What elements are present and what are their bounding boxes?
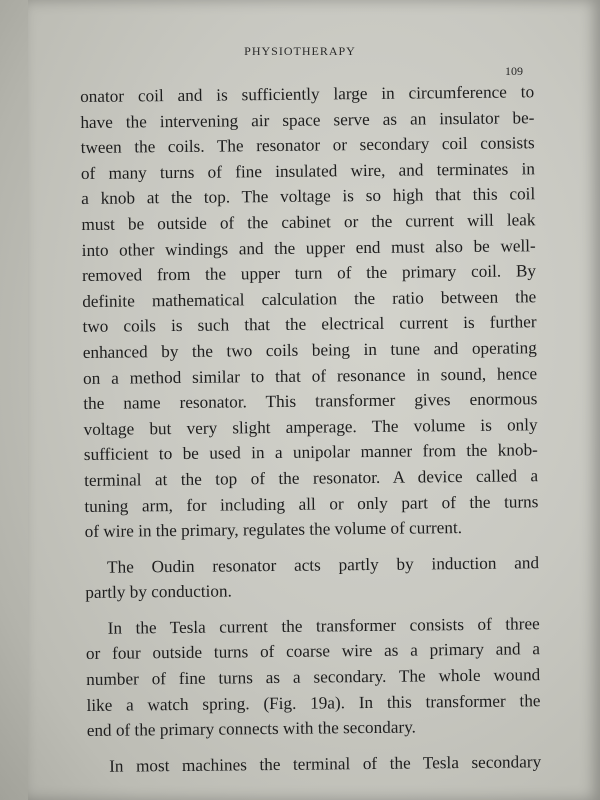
- page-number: 109: [505, 64, 523, 78]
- text-line: tween the coils. The resonator or secondary coil consists: [80, 133, 535, 158]
- body-text: [80, 79, 541, 779]
- text-line: terminal at the top of the resonator. A device called a: [84, 466, 539, 490]
- text-line: The Oudin resonator acts partly by induction and: [106, 552, 540, 577]
- text-line: onator coil and is sufficiently large in circumference to: [80, 82, 535, 106]
- text-line: into other windings and the upper end must also be well-: [81, 235, 536, 260]
- text-line: partly by conduction.: [85, 581, 232, 603]
- paragraph-4: [87, 749, 541, 779]
- paragraph-2: [85, 550, 540, 606]
- text-line: have the intervening air space serve as an insulator be-: [80, 107, 535, 132]
- text-line: like a watch spring. (Fig. 19a). In this transformer the: [86, 690, 541, 715]
- text-line: definite mathematical calculation the ratio between the: [82, 286, 537, 311]
- text-line: the name resonator. This transformer gives enormous: [83, 389, 538, 414]
- text-line: voltage but very slight amperage. The volume is only: [83, 414, 538, 439]
- text-line: In most machines the terminal of the Tesla secondary: [109, 752, 542, 776]
- text-line: must be outside of the cabinet or the current will leak: [81, 210, 536, 234]
- paragraph-1: [80, 79, 539, 544]
- text-line: removed from the upper turn of the primary coil. By: [81, 261, 537, 286]
- text-line: two coils is such that the electrical current is further: [82, 312, 537, 337]
- text-line: end of the primary connects with the secondary.: [86, 717, 417, 741]
- text-line: tuning arm, for including all or only part of the turns: [84, 491, 539, 516]
- paragraph-3: [86, 611, 541, 744]
- running-head: PHYSIOTHERAPY: [244, 44, 356, 58]
- text-line: number of fine turns as a secondary. The whole wound: [86, 665, 541, 690]
- text-line: sufficient to be used in a unipolar manner from the knob-: [83, 440, 538, 465]
- text-line: or four outside turns of coarse wire as a primary and a: [85, 639, 541, 664]
- text-line: of many turns of fine insulated wire, and terminates in: [80, 159, 536, 183]
- text-line: In the Tesla current the transformer consists of three: [107, 614, 540, 638]
- text-line: a knob at the top. The voltage is so high that this coil: [81, 184, 536, 209]
- text-line: on a method similar to that of resonance in sound, hence: [82, 363, 538, 388]
- text-line: of wire in the primary, regulates the volume of current.: [84, 518, 463, 542]
- text-line: enhanced by the two coils being in tune and operating: [82, 338, 537, 362]
